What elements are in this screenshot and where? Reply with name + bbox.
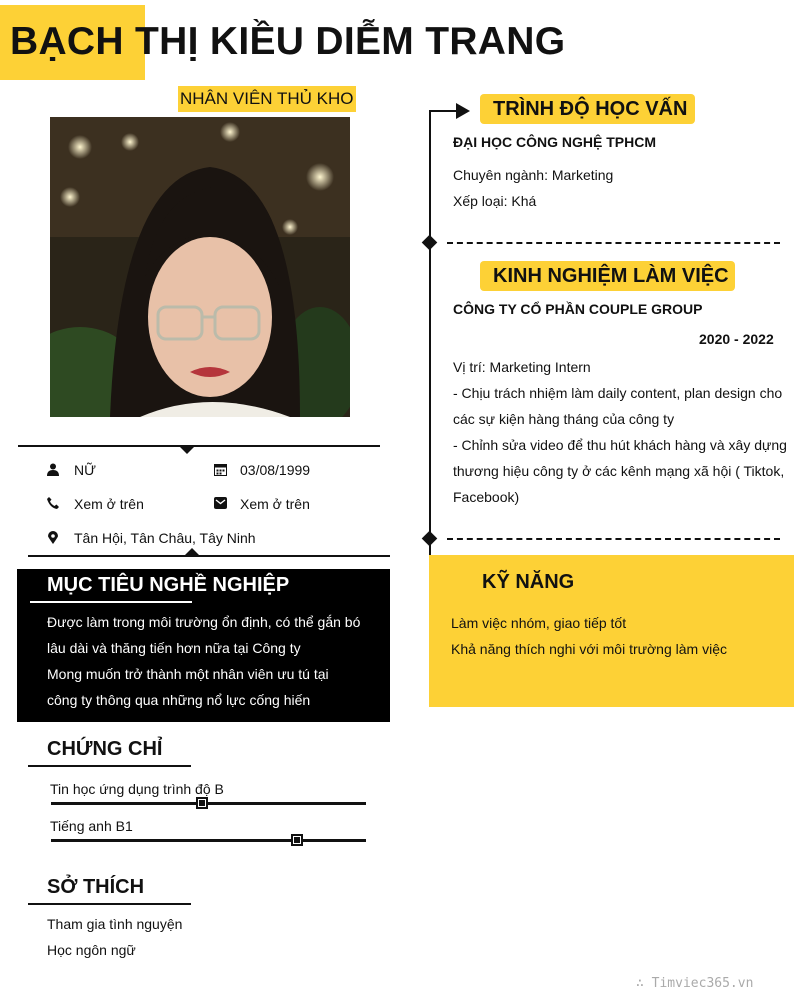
hobbies-list (47, 911, 182, 963)
arrow-right-icon (456, 103, 470, 124)
objective-line: Được làm trong môi trường ổn định, có thể gắn bó (47, 614, 361, 630)
skill-item: Khả năng thích nghi với môi trường làm việc (451, 641, 727, 657)
skills-title: KỸ NĂNG (482, 571, 575, 593)
education-major: Chuyên ngành: Marketing (453, 167, 614, 183)
certificates-title: CHỨNG CHỈ (47, 738, 163, 760)
timeline-connector-top (429, 110, 459, 112)
objective-line: công ty thông qua những nổ lực cống hiến (47, 692, 311, 708)
email-value: Xem ở trên (240, 496, 310, 512)
hobbies-title: SỞ THÍCH (47, 876, 145, 898)
certificate-level-bar (51, 839, 366, 842)
timeline-line (429, 110, 431, 580)
hobby-item: Học ngôn ngữ (47, 942, 136, 958)
education-details (453, 162, 613, 214)
address-value: Tân Hội, Tân Châu, Tây Ninh (74, 530, 256, 546)
experience-line: Facebook) (453, 489, 520, 505)
timeline-diamond (422, 235, 438, 251)
watermark-logo-icon: ∴ (636, 976, 652, 991)
skill-item: Làm việc nhóm, giao tiếp tốt (451, 615, 627, 631)
certificate-level-bar (51, 802, 366, 805)
contact-top-divider (18, 445, 380, 447)
certificate-level-knob (291, 834, 303, 846)
watermark (636, 976, 753, 991)
certificate-label: Tiếng anh B1 (50, 818, 133, 834)
education-grade: Xếp loại: Khá (453, 193, 537, 209)
watermark-text: Timviec365.vn (651, 976, 754, 991)
education-title: TRÌNH ĐỘ HỌC VẤN (493, 98, 688, 120)
experience-line: các sự kiện hàng tháng của công ty (453, 411, 675, 427)
candidate-name: BẠCH THỊ KIỀU DIỄM TRANG (10, 20, 566, 63)
hobbies-title-underline (28, 903, 191, 905)
divider-arrow-down (179, 446, 195, 454)
user-icon (46, 462, 60, 476)
experience-period: 2020 - 2022 (699, 331, 774, 347)
experience-line: thương hiệu công ty ở các kênh mạng xã hội ( Tiktok, (453, 463, 785, 479)
certificates-title-underline (28, 765, 191, 767)
phone-icon (46, 496, 60, 510)
contact-bottom-divider (28, 555, 390, 557)
experience-company: CÔNG TY CỔ PHẦN COUPLE GROUP (453, 301, 703, 317)
education-school: ĐẠI HỌC CÔNG NGHỆ TPHCM (453, 134, 656, 150)
experience-details (453, 354, 788, 510)
job-title: NHÂN VIÊN THỦ KHO (178, 86, 356, 112)
experience-line: - Chỉnh sửa video để thu hút khách hàng và xây dựng (453, 437, 787, 453)
certificate-label: Tin học ứng dụng trình độ B (50, 781, 224, 797)
objective-title: MỤC TIÊU NGHỀ NGHIỆP (47, 574, 290, 596)
section-dashed-divider (447, 538, 780, 540)
skills-list (451, 610, 727, 662)
profile-photo (50, 117, 350, 417)
timeline-diamond (422, 531, 438, 547)
experience-line: Vị trí: Marketing Intern (453, 359, 591, 375)
hobby-item: Tham gia tình nguyện (47, 916, 183, 932)
calendar-icon (213, 462, 227, 476)
gender-value: NỮ (74, 462, 97, 478)
objective-text (47, 609, 359, 713)
certificate-level-knob (196, 797, 208, 809)
birthday-value: 03/08/1999 (240, 462, 311, 478)
objective-line: lâu dài và thăng tiến hơn nữa tại Công ty (47, 640, 301, 656)
section-dashed-divider (447, 242, 780, 244)
experience-title: KINH NGHIỆM LÀM VIỆC (493, 265, 729, 287)
location-pin-icon (46, 530, 60, 544)
phone-value: Xem ở trên (74, 496, 144, 512)
objective-line: Mong muốn trở thành một nhân viên ưu tú tại (47, 666, 329, 682)
email-icon (213, 496, 227, 510)
experience-line: - Chịu trách nhiệm làm daily content, plan design cho (453, 385, 783, 401)
objective-title-underline (30, 601, 192, 603)
